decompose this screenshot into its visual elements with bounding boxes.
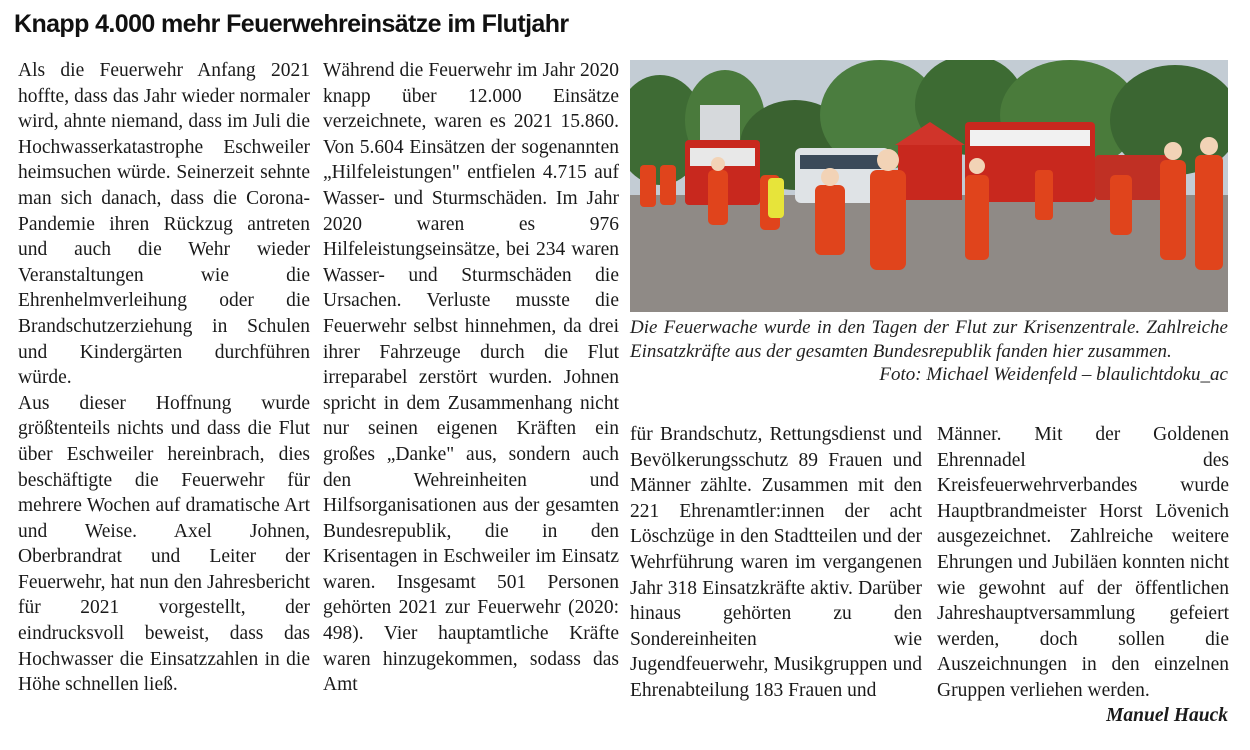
article-column-3: [630, 422, 922, 732]
paragraph: Männer. Mit der Goldenen Ehrennadel des Kreisfeuerwehrverbandes wurde Hauptbrandmeister Horst Lövenich ausgezeichnet. Zahlreiche weitere Ehrungen und Jubiläen konnten nicht wie gewohnt auf der öffentlichen Jahreshauptversammlung gefeiert werden, doch sollen die Auszeichnungen in den einzelnen Gruppen verliehen werden.: [937, 424, 1229, 701]
caption-text: Die Feuerwache wurde in den Tagen der Flut zur Krisenzentrale. Zahlreiche Einsatzkräfte aus der gesamten Bundesrepublik fanden hier zusammen.: [630, 317, 1228, 362]
paragraph: Während die Feuerwehr im Jahr 2020 knapp über 12.000 Einsätze verzeichnete, waren es 2021 15.860. Von 5.604 Einsätzen der sogenannten „Hilfeleistungen" entfielen 4.715 auf Wasser- und Sturmschäden. Im Jahr 2020 waren es 976 Hilfeleistungseinsätze, bei 234 waren Wasser- und Sturmschäden die Ursachen. Verluste musste die Feuerwehr selbst hinnehmen, da drei ihrer Fahrzeuge durch die Flut irreparabel zerstört wurden. Johnen spricht in dem Zusammenhang nicht nur seinen eigenen Kräften ein großes „Danke" aus, sondern auch den Wehreinheiten und Hilfsorganisationen aus der gesamten Bundesrepublik, die in den Krisentagen in Eschweiler im Einsatz waren. Insgesamt 501 Personen gehörten 2021 zur Feuerwehr (2020: 498). Vier hauptamtliche Kräfte waren hinzugekommen, sodass das Amt: [323, 60, 619, 696]
hi-vis-vest: [768, 178, 784, 218]
fire-station-photo: [630, 60, 1228, 312]
headline: Knapp 4.000 mehr Feuerwehreinsätze im Flutjahr: [14, 10, 569, 38]
author-byline: Manuel Hauck: [1106, 705, 1228, 726]
photo-caption: [630, 316, 1228, 387]
article-column-2: [323, 58, 619, 728]
paragraph: Aus dieser Hoffnung wurde größtenteils nichts und dass die Flut über Eschweiler hereinbrach, dies beschäftigte die Feuerwehr für mehrere Wochen auf dramatische Art und Weise. Axel Johnen, Oberbrandrat und Leiter der Feuerwehr, hat nun den Jahresbericht für 2021 vorgestellt, der eindrucksvoll beweist, dass das Hochwasser die Einsatzzahlen in die Höhe schnellen ließ.: [18, 392, 310, 696]
article-column-4: [937, 422, 1229, 712]
paragraph: für Brandschutz, Rettungsdienst und Bevölkerungsschutz 89 Frauen und Männer zählte. Zusammen mit den 221 Ehrenamtler:innen der acht Löschzüge in den Stadtteilen und der Wehrführung waren im vergangenen Jahr 318 Einsatzkräfte aktiv. Darüber hinaus gehörten zu den Sondereinheiten wie Jugendfeuerwehr, Musikgruppen und Ehrenabteilung 183 Frauen und: [630, 424, 922, 701]
photo-illustration: [630, 60, 1228, 312]
photo-credit: Foto: Michael Weidenfeld – blaulichtdoku_ac: [879, 364, 1228, 385]
paragraph: Als die Feuerwehr Anfang 2021 hoffte, dass das Jahr wieder normaler wird, ahnte niemand, dass im Juli die Hochwasserkatastrophe Eschweiler heimsuchen würde. Seinerzeit sehnte man sich danach, dass die Corona-Pandemie ihren Rückzug antreten und auch die Wehr wieder Veranstaltungen wie die Ehrenhelmverleihung oder die Brandschutzerziehung in Schulen und Kindergärten durchführen würde.: [18, 60, 310, 389]
article-column-1: [18, 58, 310, 728]
